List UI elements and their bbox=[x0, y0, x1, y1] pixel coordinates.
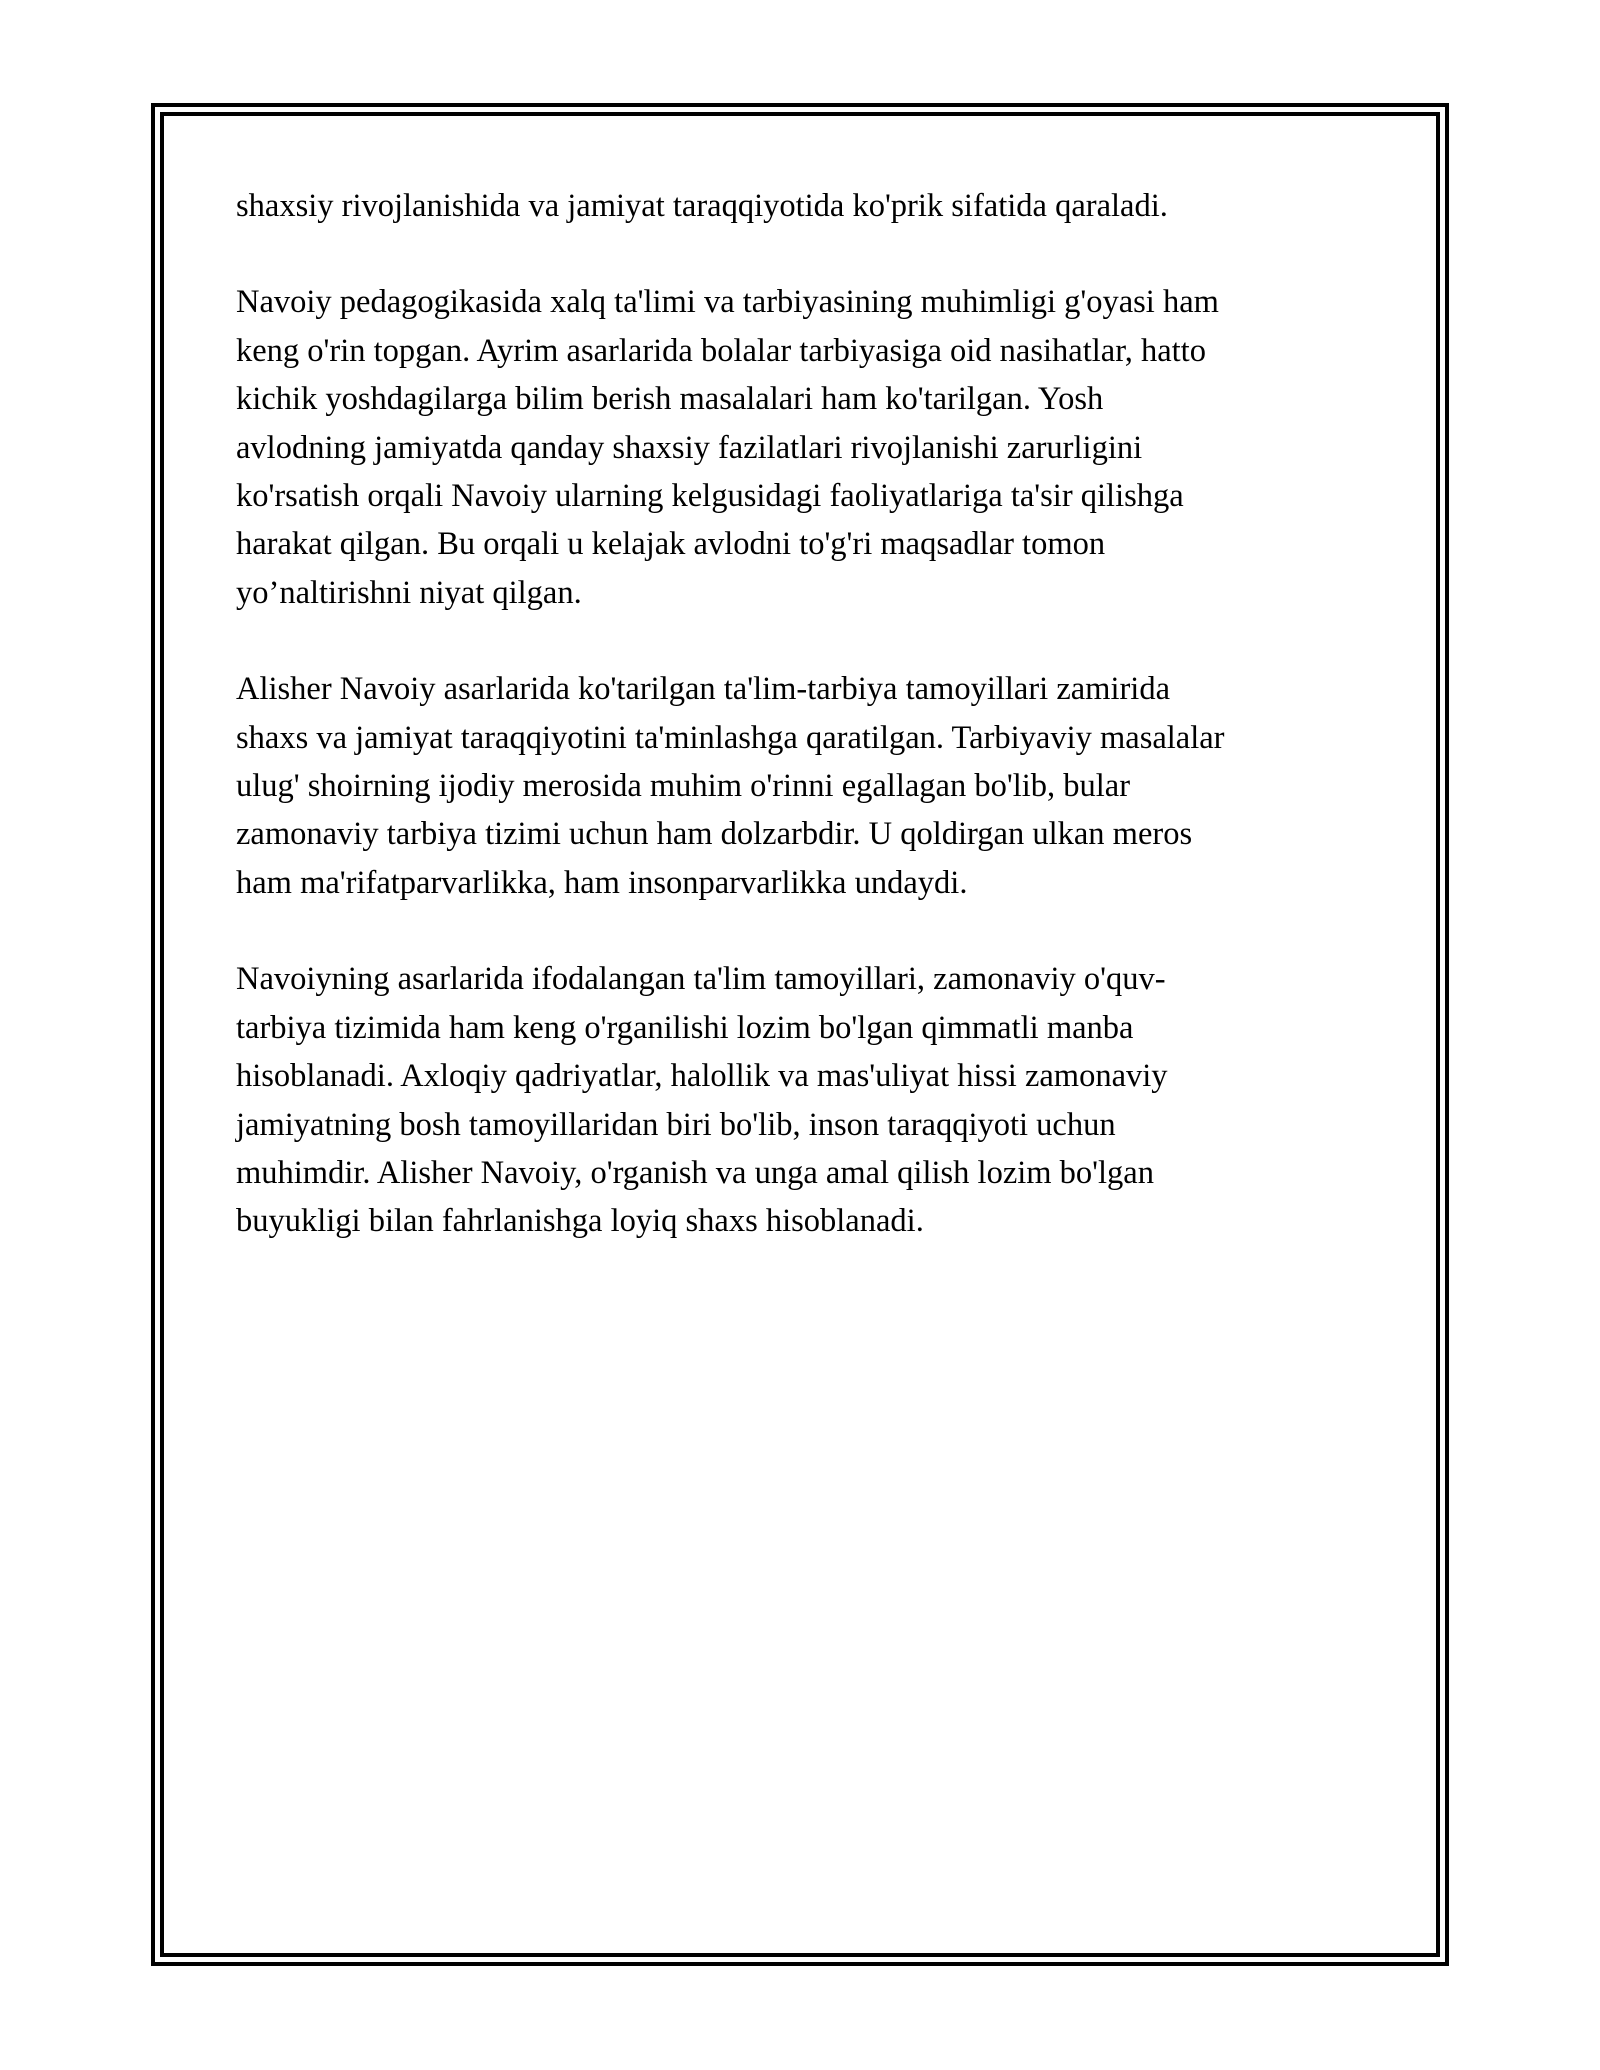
document-body bbox=[236, 182, 1371, 1294]
paragraph-4: Navoiyning asarlarida ifodalangan ta'lim tamoyillari, zamonaviy o'quv- tarbiya tizimida ham keng o'rganilishi lozim bo'lgan qimmatli manba hisoblanadi. Axloqiy qadriyatlar, halollik va mas'uliyat hissi zamonaviy jamiyatning bosh tamoyillaridan biri bo'lib, inson taraqqiyoti uchun muhimdir. Alisher Navoiy, o'rganish va unga amal qilish lozim bo'lgan buyukligi bilan fahrlanishga loyiq shaxs hisoblanadi. bbox=[236, 961, 1168, 1240]
paragraph-1: shaxsiy rivojlanishida va jamiyat taraqqiyotida ko'prik sifatida qaraladi. bbox=[236, 188, 1168, 224]
paragraph-3: Alisher Navoiy asarlarida ko'tarilgan ta'lim-tarbiya tamoyillari zamirida shaxs va jamiyat taraqqiyotini ta'minlashga qaratilgan. Tarbiyaviy masalalar ulug' shoirning ijodiy merosida muhim o'rinni egallagan bo'lib, bular zamonaviy tarbiya tizimi uchun ham dolzarbdir. U qoldirgan ulkan meros ham ma'rifatparvarlikka, ham insonparvarlikka undaydi. bbox=[236, 671, 1225, 901]
paragraph-2: Navoiy pedagogikasida xalq ta'limi va tarbiyasining muhimligi g'oyasi ham keng o'rin topgan. Ayrim asarlarida bolalar tarbiyasiga oid nasihatlar, hatto kichik yoshdagilarga bilim berish masalalari ham ko'tarilgan. Yosh avlodning jamiyatda qanday shaxsiy fazilatlari rivojlanishi zarurligini ko'rsatish orqali Navoiy ularning kelgusidagi faoliyatlariga ta'sir qilishga harakat qilgan. Bu orqali u kelajak avlodni to'g'ri maqsadlar tomon yo’naltirishni niyat qilgan. bbox=[236, 284, 1219, 611]
